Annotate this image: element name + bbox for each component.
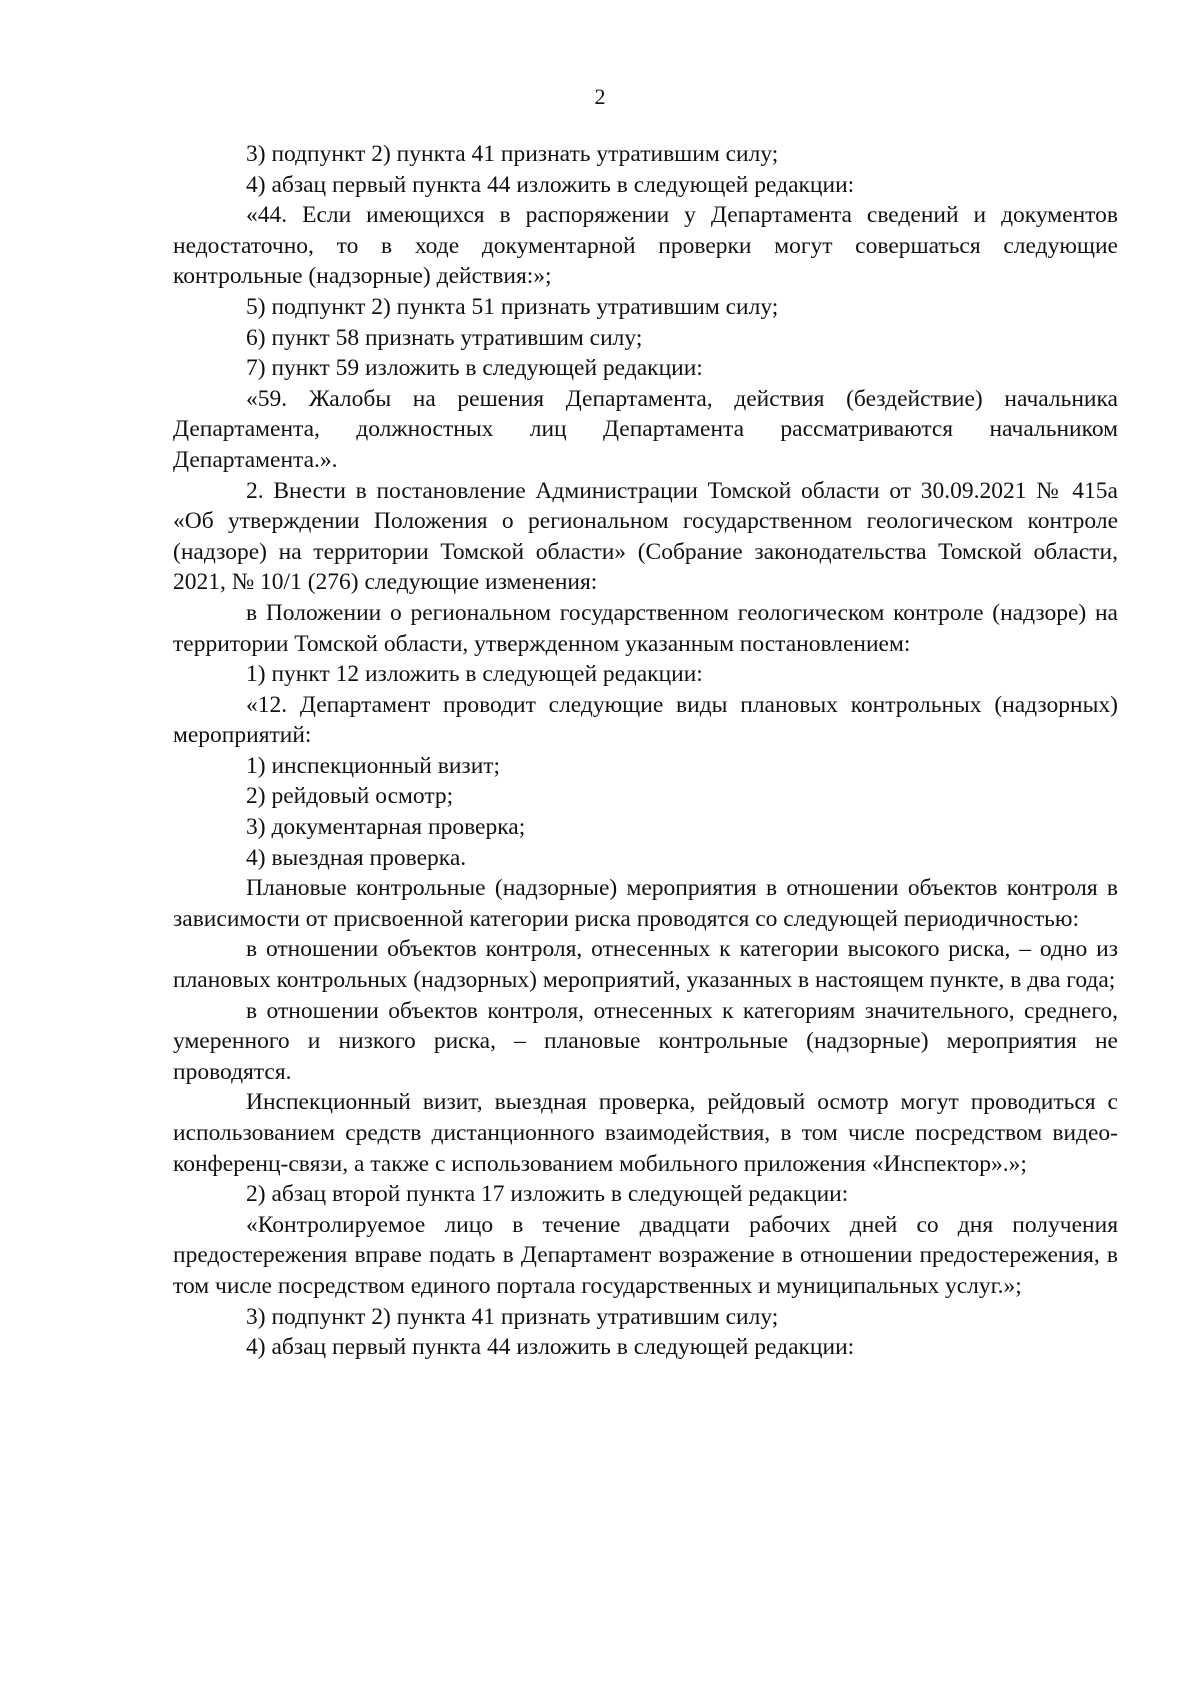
paragraph: 2) рейдовый осмотр; <box>246 783 454 810</box>
paragraph: Инспекционный визит, выездная проверка, рейдовый осмотр могут проводиться с использованием средств дистанционного взаимодействия, в том числе посредством видео-конференц-связи, а также с использованием мобильного приложения «Инспектор».»; <box>173 1089 1118 1177</box>
paragraph: «12. Департамент проводит следующие виды плановых контрольных (надзорных) мероприятий: <box>173 691 1118 749</box>
page-number: 2 <box>594 84 606 109</box>
paragraph: 3) подпункт 2) пункта 41 признать утратившим силу; <box>246 1303 779 1330</box>
paragraph: 6) пункт 58 признать утратившим силу; <box>246 324 643 351</box>
document-body <box>173 139 1118 1363</box>
paragraph: «44. Если имеющихся в распоряжении у Департамента сведений и документов недостаточно, то в ходе документарной проверки могут совершаться следующие контрольные (надзорные) действия:»; <box>173 202 1118 290</box>
paragraph: 1) пункт 12 изложить в следующей редакции: <box>246 661 703 688</box>
paragraph: 4) абзац первый пункта 44 изложить в следующей редакции: <box>246 171 855 198</box>
paragraph: 5) подпункт 2) пункта 51 признать утратившим силу; <box>246 293 779 320</box>
paragraph: в отношении объектов контроля, отнесенных к категориям значительного, среднего, умеренного и низкого риска, – плановые контрольные (надзорные) мероприятия не проводятся. <box>173 997 1118 1085</box>
paragraph: 3) документарная проверка; <box>246 814 526 841</box>
paragraph: 2) абзац второй пункта 17 изложить в следующей редакции: <box>246 1181 849 1208</box>
paragraph: 4) выездная проверка. <box>246 844 467 871</box>
paragraph: в отношении объектов контроля, отнесенных к категории высокого риска, – одно из плановых контрольных (надзорных) мероприятий, указанных в настоящем пункте, в два года; <box>173 936 1118 994</box>
paragraph: 7) пункт 59 изложить в следующей редакции: <box>246 355 703 382</box>
paragraph: Плановые контрольные (надзорные) мероприятия в отношении объектов контроля в зависимости от присвоенной категории риска проводятся со следующей периодичностью: <box>173 875 1118 932</box>
paragraph: 4) абзац первый пункта 44 изложить в следующей редакции: <box>246 1334 855 1361</box>
paragraph: 1) инспекционный визит; <box>246 752 501 779</box>
paragraph: 3) подпункт 2) пункта 41 признать утратившим силу; <box>246 141 779 167</box>
paragraph: «Контролируемое лицо в течение двадцати рабочих дней со дня получения предостережения вправе подать в Департамент возражение в отношении предостережения, в том числе посредством единого портала государственных и муниципальных услуг.»; <box>173 1211 1118 1299</box>
paragraph: 2. Внести в постановление Администрации Томской области от 30.09.2021 № 415а «Об утверждении Положения о региональном государственном геологическом контроле (надзоре) на территории Томской области» (Собрание законодательства Томской области, 2021, № 10/1 (276) следующие изменения: <box>173 477 1118 596</box>
paragraph: в Положении о региональном государственном геологическом контроле (надзоре) на территории Томской области, утвержденном указанным постановлением: <box>173 599 1118 657</box>
paragraph: «59. Жалобы на решения Департамента, действия (бездействие) начальника Департамента, должностных лиц Департамента рассматриваются начальником Департамента.». <box>173 385 1118 473</box>
